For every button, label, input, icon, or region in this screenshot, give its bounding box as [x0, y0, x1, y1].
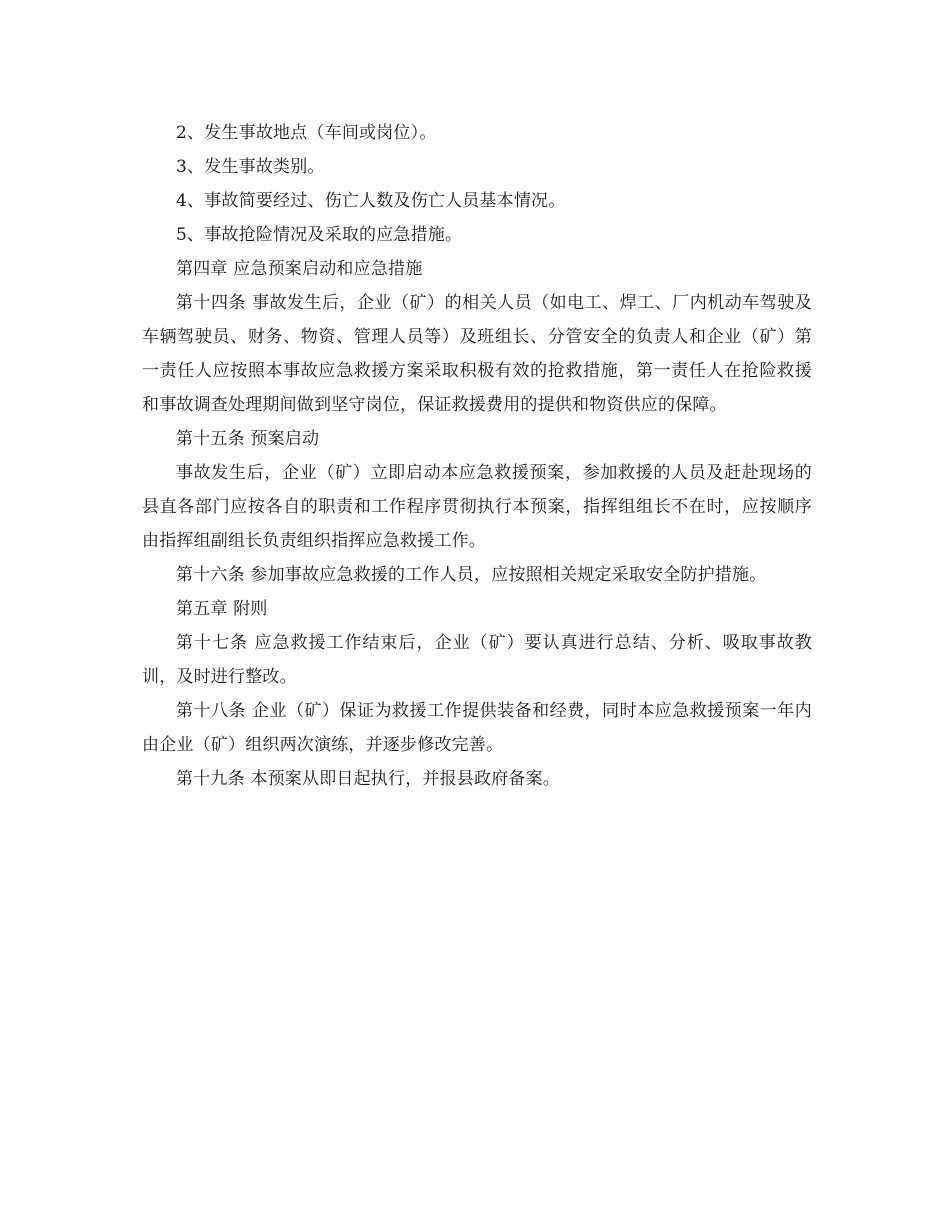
list-item-location: 2、发生事故地点（车间或岗位）。 — [176, 123, 437, 143]
chapter-heading-5: 第五章 附则 — [176, 599, 268, 619]
article-17: 第十七条 应急救援工作结束后，企业（矿）要认真进行总结、分析、吸取事故教训，及时进行整改。 — [142, 633, 812, 687]
list-item-summary: 4、事故简要经过、伤亡人数及伤亡人员基本情况。 — [176, 191, 566, 211]
article-18: 第十八条 企业（矿）保证为救援工作提供装备和经费，同时本应急救援预案一年内由企业（矿）组织两次演练，并逐步修改完善。 — [142, 701, 812, 755]
article-19: 第十九条 本预案从即日起执行，并报县政府备案。 — [176, 769, 561, 789]
article-15-body: 事故发生后，企业（矿）立即启动本应急救援预案，参加救援的人员及赶赴现场的县直各部门应按各自的职责和工作程序贯彻执行本预案，指挥组组长不在时，应按顺序由指挥组副组长负责组织指挥应急救援工作。 — [142, 463, 812, 551]
list-item-rescue: 5、事故抢险情况及采取的应急措施。 — [176, 225, 463, 245]
list-item-category: 3、发生事故类别。 — [176, 157, 325, 177]
article-14: 第十四条 事故发生后，企业（矿）的相关人员（如电工、焊工、厂内机动车驾驶及车辆驾驶员、财务、物资、管理人员等）及班组长、分管安全的负责人和企业（矿）第一责任人应按照本事故应急救援方案采取积极有效的抢救措施，第一责任人在抢险救援和事故调查处理期间做到坚守岗位，保证救援费用的提供和物资供应的保障。 — [142, 293, 812, 415]
chapter-heading-4: 第四章 应急预案启动和应急措施 — [176, 259, 423, 279]
article-16: 第十六条 参加事故应急救援的工作人员，应按照相关规定采取安全防护措施。 — [176, 565, 767, 585]
document-body — [142, 116, 812, 796]
article-15-heading: 第十五条 预案启动 — [176, 429, 320, 449]
